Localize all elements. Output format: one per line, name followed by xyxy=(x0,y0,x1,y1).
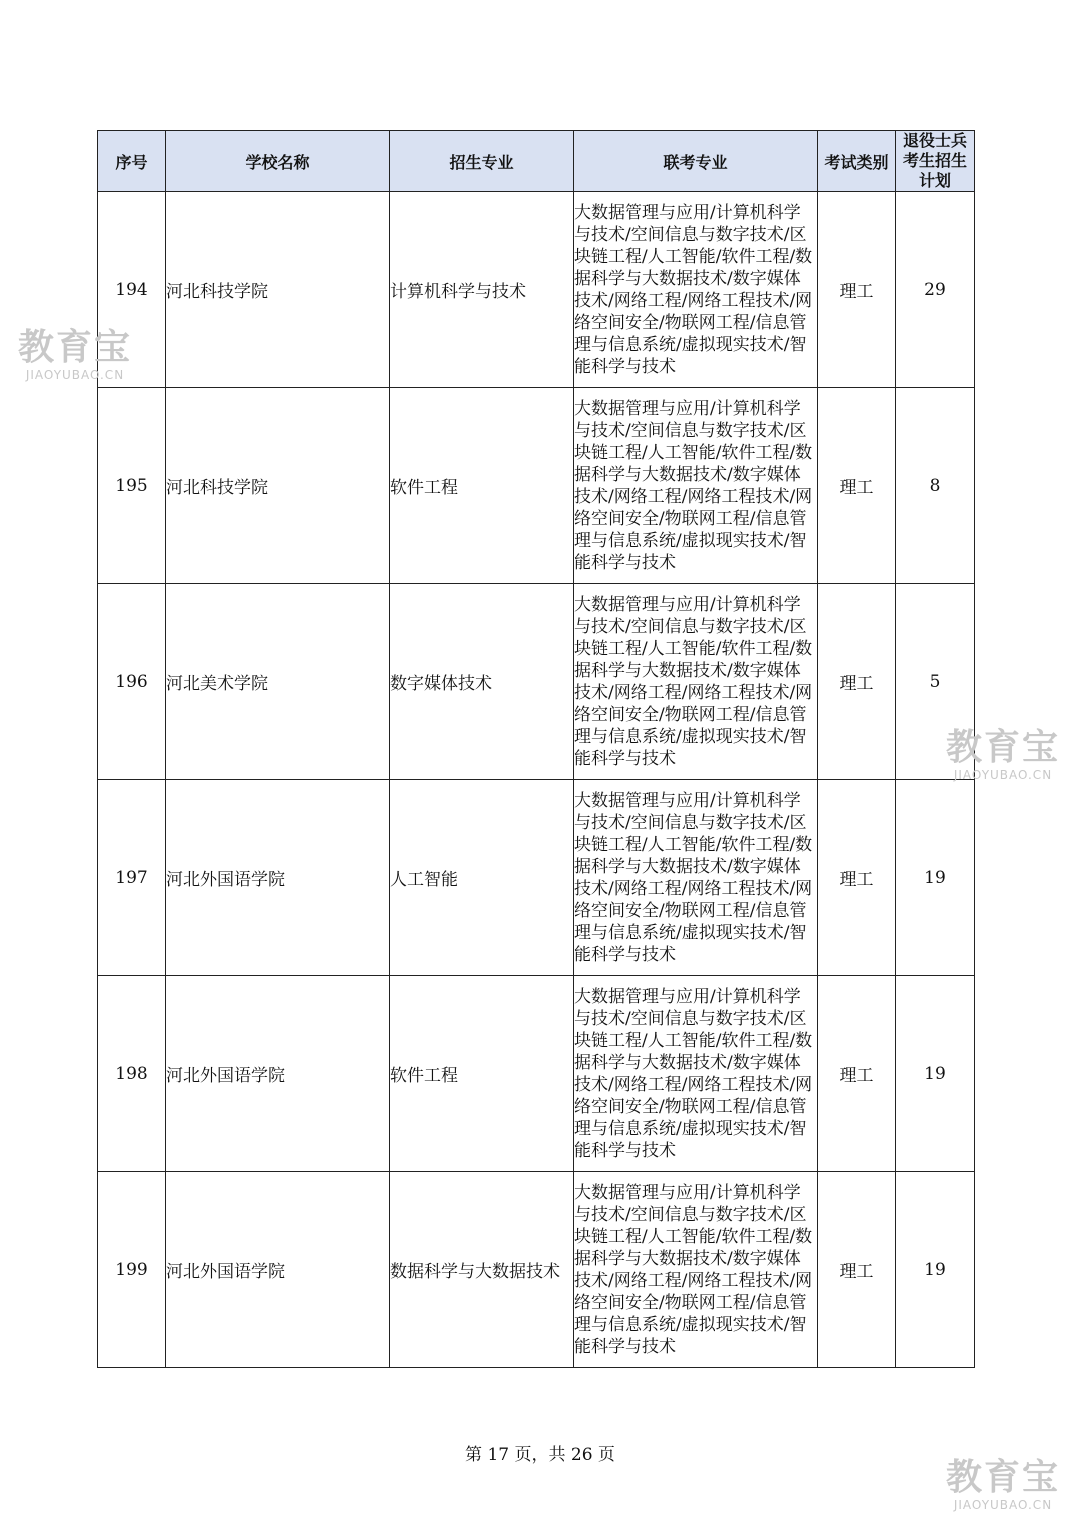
row-school: 河北科技学院 xyxy=(166,388,390,584)
table-row xyxy=(98,584,975,780)
watermark-url: JIAOYUBAO.CN xyxy=(953,768,1053,782)
row-exam-type: 理工 xyxy=(818,584,896,780)
row-joint-majors: 大数据管理与应用/计算机科学与技术/空间信息与数字技术/区块链工程/人工智能/软件工程/数据科学与大数据技术/数字媒体技术/网络工程/网络工程技术/网络空间安全/物联网工程/信息管理与信息系统/虚拟现实技术/智能科学与技术 xyxy=(574,780,818,976)
table-row xyxy=(98,192,975,388)
row-joint-majors: 大数据管理与应用/计算机科学与技术/空间信息与数字技术/区块链工程/人工智能/软件工程/数据科学与大数据技术/数字媒体技术/网络工程/网络工程技术/网络空间安全/物联网工程/信息管理与信息系统/虚拟现实技术/智能科学与技术 xyxy=(574,584,818,780)
row-joint-majors: 大数据管理与应用/计算机科学与技术/空间信息与数字技术/区块链工程/人工智能/软件工程/数据科学与大数据技术/数字媒体技术/网络工程/网络工程技术/网络空间安全/物联网工程/信息管理与信息系统/虚拟现实技术/智能科学与技术 xyxy=(574,388,818,584)
row-index: 196 xyxy=(98,584,166,780)
watermark-logo: 教育宝 xyxy=(946,1457,1061,1498)
row-index: 197 xyxy=(98,780,166,976)
watermark-url: JIAOYUBAO.CN xyxy=(25,368,125,382)
row-index: 194 xyxy=(98,192,166,388)
row-plan: 19 xyxy=(896,780,975,976)
header-plan-line3: 计划 xyxy=(918,171,951,190)
row-school: 河北美术学院 xyxy=(166,584,390,780)
row-major: 计算机科学与技术 xyxy=(390,192,574,388)
table-row xyxy=(98,1172,975,1368)
header-exam-type: 考试类别 xyxy=(818,131,896,192)
row-major: 人工智能 xyxy=(390,780,574,976)
table-row xyxy=(98,388,975,584)
row-school: 河北外国语学院 xyxy=(166,780,390,976)
page-footer: 第 17 页，共 26 页 xyxy=(465,1445,615,1465)
table-header-row xyxy=(98,131,975,192)
row-plan: 29 xyxy=(896,192,975,388)
row-major: 软件工程 xyxy=(390,388,574,584)
row-joint-majors: 大数据管理与应用/计算机科学与技术/空间信息与数字技术/区块链工程/人工智能/软件工程/数据科学与大数据技术/数字媒体技术/网络工程/网络工程技术/网络空间安全/物联网工程/信息管理与信息系统/虚拟现实技术/智能科学与技术 xyxy=(574,1172,818,1368)
watermark-right xyxy=(946,728,1060,782)
row-exam-type: 理工 xyxy=(818,780,896,976)
header-major: 招生专业 xyxy=(390,131,574,192)
row-index: 199 xyxy=(98,1172,166,1368)
row-plan: 19 xyxy=(896,976,975,1172)
row-exam-type: 理工 xyxy=(818,192,896,388)
row-joint-majors: 大数据管理与应用/计算机科学与技术/空间信息与数字技术/区块链工程/人工智能/软件工程/数据科学与大数据技术/数字媒体技术/网络工程/网络工程技术/网络空间安全/物联网工程/信息管理与信息系统/虚拟现实技术/智能科学与技术 xyxy=(574,192,818,388)
watermark-left xyxy=(18,328,132,382)
row-plan: 8 xyxy=(896,388,975,584)
watermark-logo: 教育宝 xyxy=(946,727,1061,768)
header-plan xyxy=(896,131,975,192)
row-school: 河北外国语学院 xyxy=(166,976,390,1172)
row-exam-type: 理工 xyxy=(818,388,896,584)
table-row xyxy=(98,976,975,1172)
row-school: 河北外国语学院 xyxy=(166,1172,390,1368)
header-plan-line1: 退役士兵 xyxy=(902,131,967,150)
row-index: 198 xyxy=(98,976,166,1172)
header-index: 序号 xyxy=(98,131,166,192)
header-joint-major: 联考专业 xyxy=(574,131,818,192)
row-index: 195 xyxy=(98,388,166,584)
table-row xyxy=(98,780,975,976)
header-school: 学校名称 xyxy=(166,131,390,192)
row-plan: 5 xyxy=(896,584,975,780)
watermark-url: JIAOYUBAO.CN xyxy=(953,1498,1053,1512)
row-major: 软件工程 xyxy=(390,976,574,1172)
row-joint-majors: 大数据管理与应用/计算机科学与技术/空间信息与数字技术/区块链工程/人工智能/软件工程/数据科学与大数据技术/数字媒体技术/网络工程/网络工程技术/网络空间安全/物联网工程/信息管理与信息系统/虚拟现实技术/智能科学与技术 xyxy=(574,976,818,1172)
header-plan-line2: 考生招生 xyxy=(902,151,967,170)
row-major: 数字媒体技术 xyxy=(390,584,574,780)
row-exam-type: 理工 xyxy=(818,1172,896,1368)
row-exam-type: 理工 xyxy=(818,976,896,1172)
row-major: 数据科学与大数据技术 xyxy=(390,1172,574,1368)
row-plan: 19 xyxy=(896,1172,975,1368)
watermark-logo: 教育宝 xyxy=(18,327,133,368)
enrollment-table xyxy=(97,130,975,1368)
watermark-bottom-right xyxy=(946,1458,1060,1512)
row-school: 河北科技学院 xyxy=(166,192,390,388)
